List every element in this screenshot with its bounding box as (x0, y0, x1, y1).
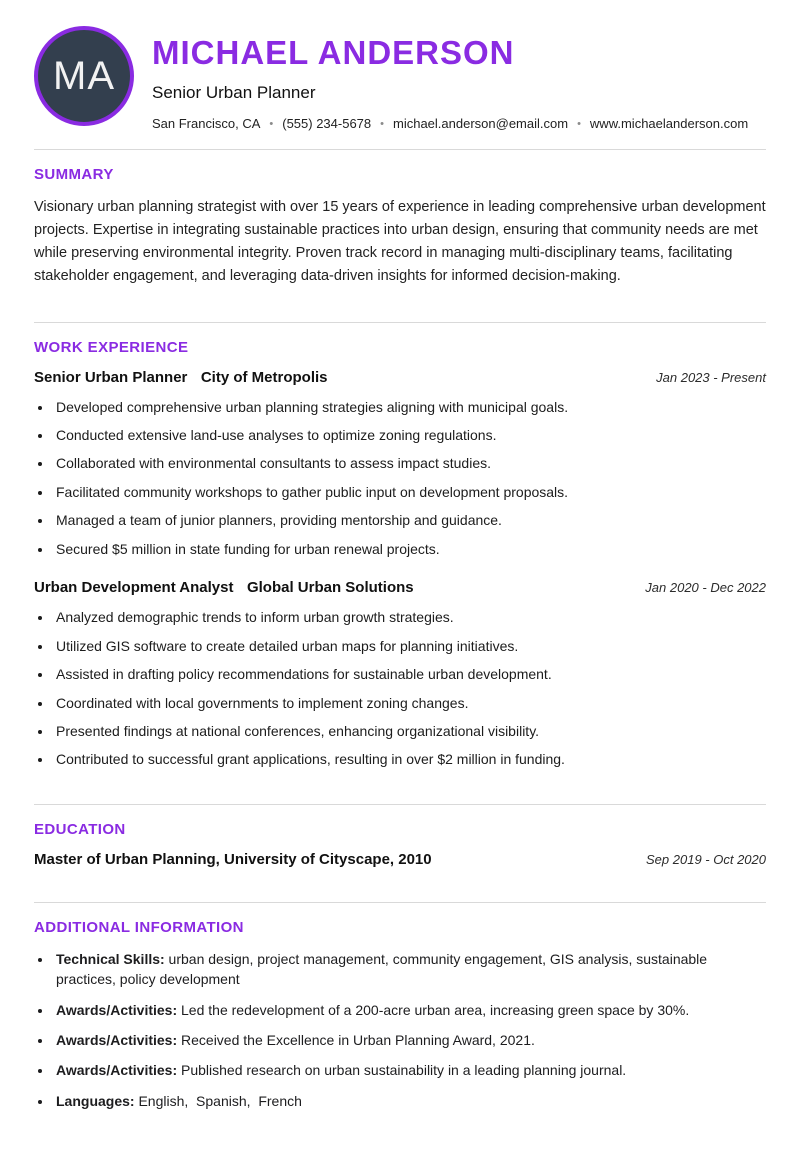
job-header (34, 369, 766, 387)
job-entry (34, 579, 766, 770)
info-item-label: Awards/Activities: (56, 1032, 178, 1049)
job-dates: Jan 2023 - Present (656, 369, 766, 385)
dot-separator: • (577, 117, 581, 130)
dot-separator: • (380, 117, 384, 130)
education-heading: EDUCATION (34, 821, 126, 839)
job-bullet: • Contributed to successful grant applications, resulting in over $2 million in funding. (53, 750, 766, 770)
additional-info-list (53, 949, 766, 1111)
summary-text: Visionary urban planning strategist with over 15 years of experience in leading comprehensive urban development projects. Expertise in integrating sustainable practices into urban design, ensuring that community needs are met while preserving environmental integrity. Proven track record in managing multi-disciplinary teams, facilitating stakeholder engagement, and leveraging data-driven insights for informed decision-making. (34, 199, 770, 284)
candidate-title: Senior Urban Planner (152, 83, 316, 102)
dot-separator: • (269, 117, 274, 130)
section-divider (34, 149, 766, 150)
job-company: City of Metropolis (200, 368, 328, 386)
job-bullet: • Facilitated community workshops to gather public input on development proposals. (53, 483, 766, 503)
info-item-text: urban design, project management, community engagement, GIS analysis, sustainable practices, policy development (56, 951, 711, 988)
resume-header (34, 26, 766, 131)
job-bullet: • Analyzed demographic trends to inform urban growth strategies. (53, 608, 766, 628)
summary-heading: SUMMARY (34, 166, 114, 183)
section-divider (34, 902, 766, 903)
contact-row (152, 116, 748, 131)
job-bullet: • Presented findings at national conferences, enhancing organizational visibility. (53, 722, 766, 742)
job-header (34, 579, 766, 597)
job-bullet: • Developed comprehensive urban planning strategies aligning with municipal goals. (53, 398, 766, 418)
additional-info-section (34, 919, 766, 1111)
job-bullet-list (53, 398, 766, 560)
info-item-label: Awards/Activities: (56, 1062, 178, 1079)
avatar (34, 26, 134, 126)
info-item (53, 1030, 766, 1050)
contact-website: www.michaelanderson.com (589, 116, 749, 131)
job-bullet: • Utilized GIS software to create detailed urban maps for planning initiatives. (53, 637, 766, 657)
avatar-initials: MA (53, 53, 115, 98)
info-item-text: Published research on urban sustainability in a leading planning journal. (177, 1062, 627, 1079)
info-item-label: Languages: (56, 1092, 135, 1109)
job-title-line (34, 369, 328, 387)
job-bullet: • Conducted extensive land-use analyses to optimize zoning regulations. (53, 426, 766, 446)
job-company: Global Urban Solutions (246, 579, 414, 597)
info-item-text: Received the Excellence in Urban Planning Award, 2021. (177, 1032, 535, 1049)
education-degree: Master of Urban Planning, University of Cityscape, 2010 (34, 851, 432, 869)
job-role: Senior Urban Planner (34, 368, 188, 386)
job-bullet: • Coordinated with local governments to implement zoning changes. (53, 694, 766, 714)
job-title-line (34, 579, 414, 597)
header-text (152, 26, 748, 131)
work-experience-section (34, 339, 766, 771)
info-item (53, 1091, 766, 1111)
job-dates: Jan 2020 - Dec 2022 (645, 580, 766, 596)
info-item-text: English, Spanish, French (134, 1092, 302, 1109)
education-section (34, 821, 766, 868)
job-bullet-list (53, 608, 766, 770)
contact-email: michael.anderson@email.com (393, 116, 569, 131)
job-bullet: • Assisted in drafting policy recommendations for sustainable urban development. (53, 665, 766, 685)
info-item (53, 1000, 766, 1020)
info-item-label: Awards/Activities: (56, 1001, 178, 1018)
job-entry (34, 369, 766, 560)
info-item-label: Technical Skills: (56, 951, 165, 968)
job-role: Urban Development Analyst (34, 579, 234, 597)
job-bullet: • Secured $5 million in state funding for urban renewal projects. (53, 540, 766, 560)
additional-info-heading: ADDITIONAL INFORMATION (34, 919, 244, 937)
summary-section (34, 166, 770, 288)
candidate-name: MICHAEL ANDERSON (152, 34, 515, 71)
section-divider (34, 322, 766, 323)
section-divider (34, 804, 766, 805)
contact-location: San Francisco, CA (152, 116, 261, 131)
job-bullet: • Managed a team of junior planners, providing mentorship and guidance. (53, 511, 766, 531)
education-dates: Sep 2019 - Oct 2020 (646, 852, 766, 868)
info-item (53, 1060, 766, 1080)
education-entry (34, 851, 766, 868)
work-experience-heading: WORK EXPERIENCE (34, 338, 189, 356)
info-item-text: Led the redevelopment of a 200-acre urban area, increasing green space by 30%. (177, 1001, 690, 1018)
job-bullet: • Collaborated with environmental consultants to assess impact studies. (53, 454, 766, 474)
contact-phone: (555) 234-5678 (282, 116, 372, 131)
info-item (53, 949, 766, 990)
